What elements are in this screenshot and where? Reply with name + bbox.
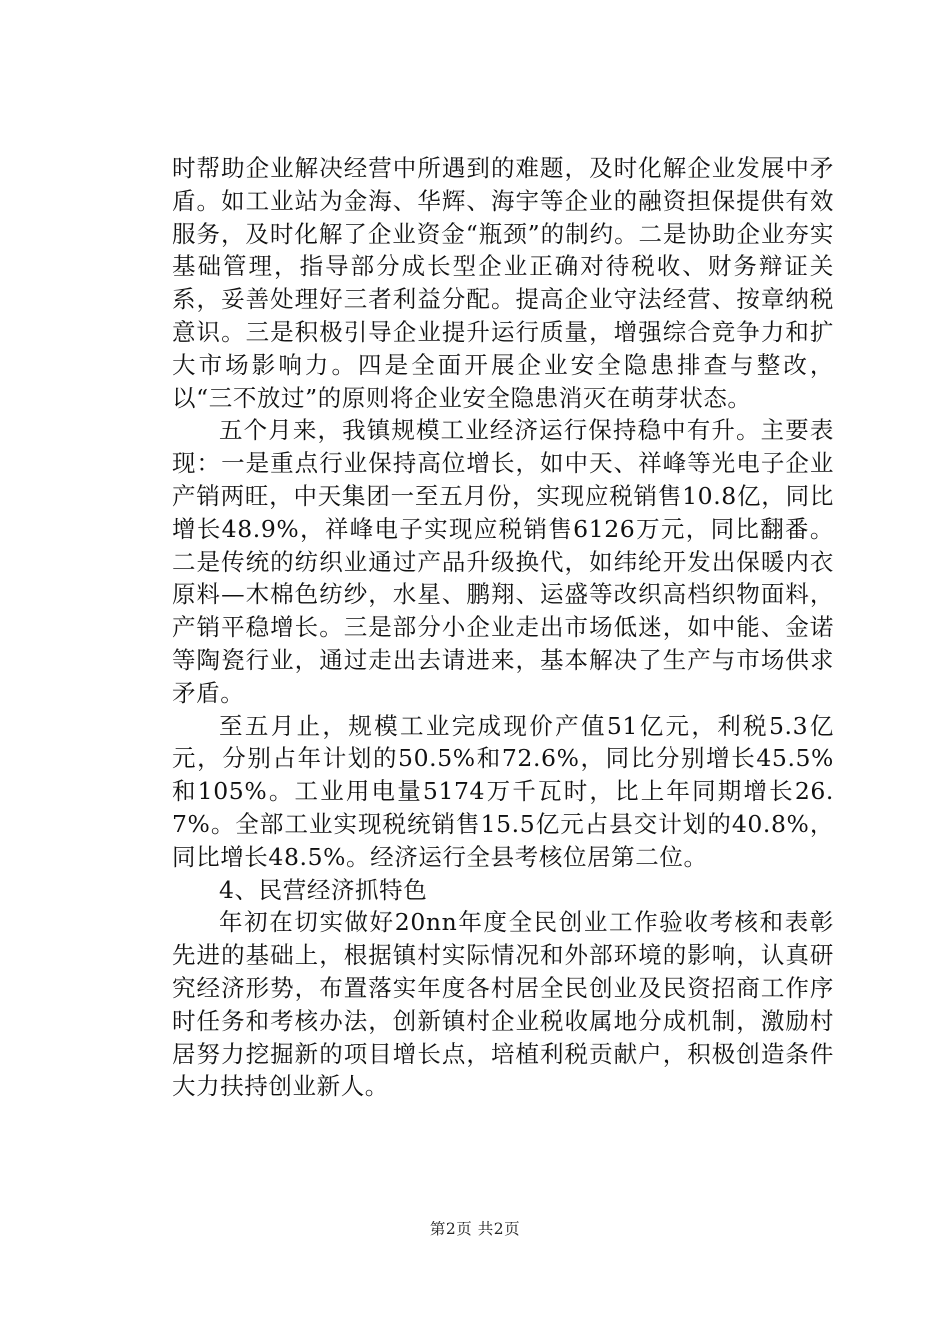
paragraph-1: 时帮助企业解决经营中所遇到的难题，及时化解企业发展中矛盾。如工业站为金海、华辉、海宇等企业的融资担保提供有效服务，及时化解了企业资金“瓶颈”的制约。二是协助企业夯实基础管理，指导部分成长型企业正确对待税收、财务辩证关系，妥善处理好三者利益分配。提高企业守法经营、按章纳税意识。三是积极引导企业提升运行质量，增强综合竞争力和扩大市场影响力。四是全面开展企业安全隐患排查与整改，以“三不放过”的原则将企业安全隐患消灭在萌芽状态。 [172,154,834,412]
page-number-footer: 第2页 共2页 [429,1220,521,1238]
section-heading: 4、民营经济抓特色 [219,875,428,904]
document-body [172,152,834,1103]
paragraph-3: 至五月止，规模工业完成现价产值51亿元，利税5.3亿元，分别占年计划的50.5%和72.6%，同比分别增长45.5%和105%。工业用电量5174万千瓦时，比上年同期增长26.7%。全部工业实现税统销售15.5亿元占县交计划的40.8%，同比增长48.5%。经济运行全县考核位居第二位。 [172,711,834,871]
paragraph-4: 年初在切实做好20nn年度全民创业工作验收考核和表彰先进的基础上，根据镇村实际情况和外部环境的影响，认真研究经济形势，布置落实年度各村居全民创业及民资招商工作序时任务和考核办法，创新镇村企业税收属地分成机制，激励村居努力挖掘新的项目增长点，培植利税贡献户，积极创造条件大力扶持创业新人。 [172,908,834,1101]
paragraph-2: 五个月来，我镇规模工业经济运行保持稳中有升。主要表现：一是重点行业保持高位增长，如中天、祥峰等光电子企业产销两旺，中天集团一至五月份，实现应税销售10.8亿，同比增长48.9%，祥峰电子实现应税销售6126万元，同比翻番。二是传统的纺织业通过产品升级换代，如纬纶开发出保暖内衣原料—木棉色纺纱，水星、鹏翔、运盛等改织高档织物面料，产销平稳增长。三是部分小企业走出市场低迷，如中能、金诺等陶瓷行业，通过走出去请进来，基本解决了生产与市场供求矛盾。 [172,416,834,707]
